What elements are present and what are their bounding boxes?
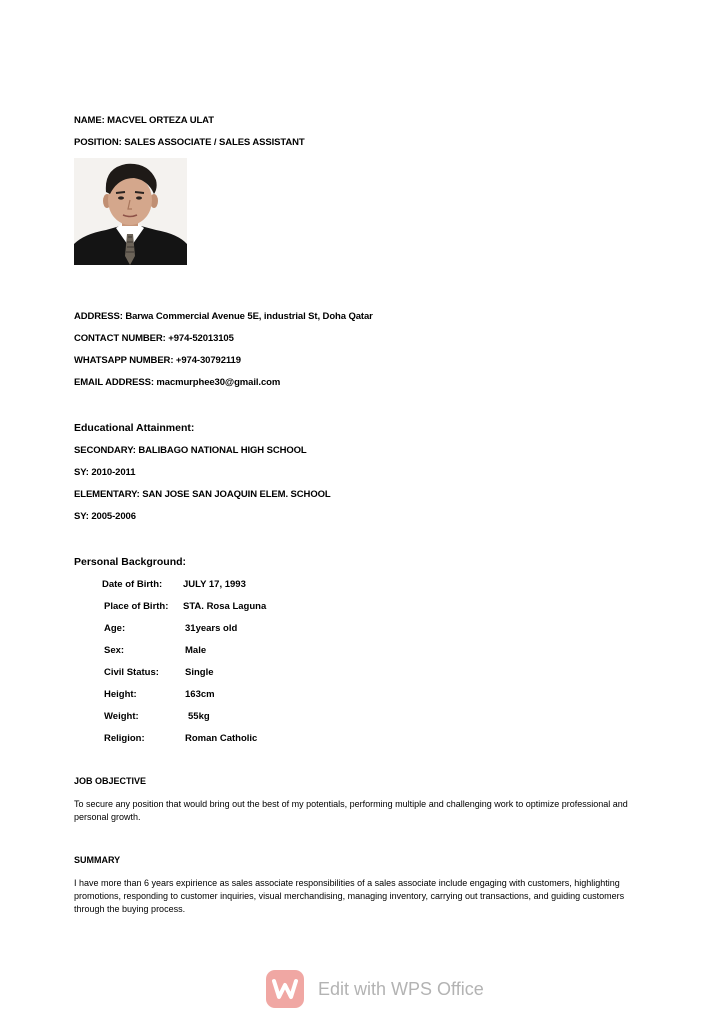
sex-value: Male: [185, 645, 207, 656]
religion-value: Roman Catholic: [185, 733, 258, 744]
secondary-sy-line: SY: 2010-2011: [74, 467, 136, 478]
age-value: 31years old: [185, 623, 238, 634]
summary-text: I have more than 6 years expirience as sales associate responsibilities of a sales associate include engaging with customers, highlighting promotions, responding to customer inquiries, visual merchandising, managing inventory, carrying out transactions, and guiding customers through the buying process.: [74, 878, 625, 914]
weight-label: Weight:: [104, 711, 139, 722]
portrait-image: [74, 158, 187, 265]
religion-label: Religion:: [104, 733, 145, 744]
name-line: NAME: MACVEL ORTEZA ULAT: [74, 115, 214, 126]
elementary-sy-line: SY: 2005-2006: [74, 511, 136, 522]
profile-photo: [74, 158, 187, 265]
height-value: 163cm: [185, 689, 215, 700]
job-objective-text: To secure any position that would bring out the best of my potentials, performing multiple and challenging work to optimize professional and personal growth.: [74, 799, 628, 822]
contact-number-line: CONTACT NUMBER: +974-52013105: [74, 333, 234, 344]
civil-status-value: Single: [185, 667, 214, 678]
wps-watermark[interactable]: [266, 969, 496, 1009]
education-heading: Educational Attainment:: [74, 422, 195, 434]
secondary-school-line: SECONDARY: BALIBAGO NATIONAL HIGH SCHOOL: [74, 445, 307, 456]
wps-watermark-text: Edit with WPS Office: [318, 979, 484, 999]
birthdate-value: JULY 17, 1993: [183, 579, 246, 590]
birthplace-label: Place of Birth:: [104, 601, 169, 612]
sex-label: Sex:: [104, 645, 125, 656]
birthdate-label: Date of Birth:: [102, 579, 163, 590]
personal-background-heading: Personal Background:: [74, 556, 187, 568]
whatsapp-number-line: WHATSAPP NUMBER: +974-30792119: [74, 355, 241, 366]
job-objective-heading: JOB OBJECTIVE: [74, 776, 147, 786]
age-label: Age:: [104, 623, 126, 634]
birthplace-value: STA. Rosa Laguna: [183, 601, 267, 612]
position-line: POSITION: SALES ASSOCIATE / SALES ASSISTANT: [74, 137, 305, 148]
civil-status-label: Civil Status:: [104, 667, 159, 678]
weight-value: 55kg: [188, 711, 210, 722]
height-label: Height:: [104, 689, 137, 700]
summary-heading: SUMMARY: [74, 855, 121, 865]
wps-logo-icon: [266, 970, 304, 1008]
address-line: ADDRESS: Barwa Commercial Avenue 5E, industrial St, Doha Qatar: [74, 311, 373, 322]
email-line: EMAIL ADDRESS: macmurphee30@gmail.com: [74, 377, 281, 388]
elementary-school-line: ELEMENTARY: SAN JOSE SAN JOAQUIN ELEM. SCHOOL: [74, 489, 331, 500]
